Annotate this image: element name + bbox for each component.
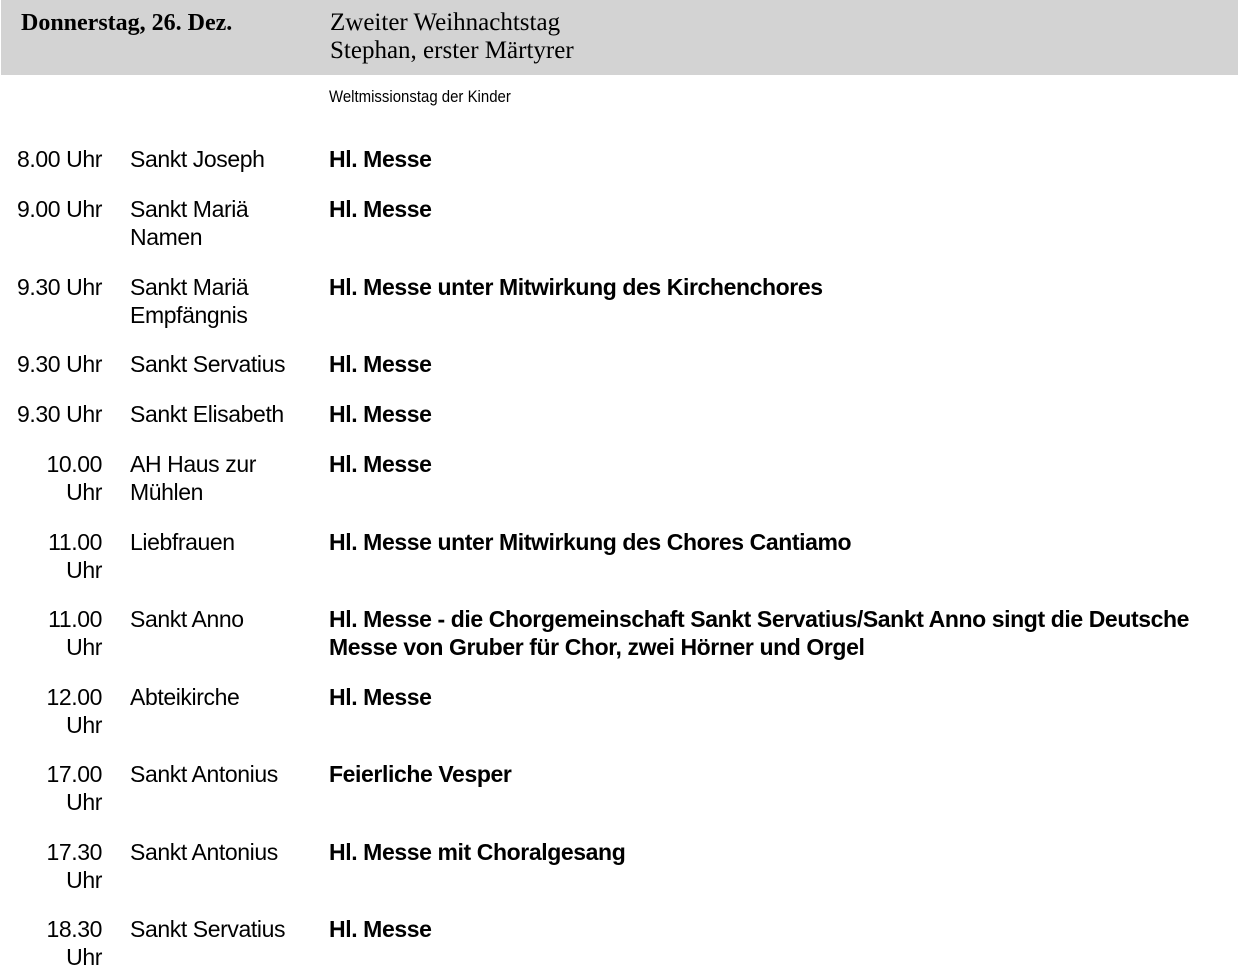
time: 9.00 Uhr	[16, 196, 102, 222]
event: Hl. Messe	[329, 451, 432, 477]
feast-title	[330, 9, 574, 65]
event: Feierliche Vesper	[329, 761, 512, 787]
place: Sankt Antonius	[130, 761, 278, 787]
event: Hl. Messe	[329, 916, 432, 942]
time: 9.30 Uhr	[16, 351, 102, 377]
event: Hl. Messe	[329, 146, 432, 172]
day-note: Weltmissionstag der Kinder	[329, 87, 511, 106]
event: Hl. Messe unter Mitwirkung des Kirchenchores	[329, 274, 823, 300]
place: Abteikirche	[130, 684, 240, 710]
time: 10.00 Uhr	[46, 451, 102, 505]
feast-line-1: Zweiter Weihnachtstag	[330, 9, 561, 36]
event: Hl. Messe mit Choralgesang	[329, 839, 626, 865]
time: 9.30 Uhr	[16, 274, 102, 300]
time: 11.00 Uhr	[48, 606, 102, 660]
place: Sankt Mariä Empfängnis	[130, 274, 249, 328]
time: 8.00 Uhr	[16, 146, 102, 172]
day-title: Donnerstag, 26. Dez.	[21, 10, 233, 36]
event: Hl. Messe unter Mitwirkung des Chores Cantiamo	[329, 529, 852, 555]
time: 17.00 Uhr	[46, 761, 102, 815]
time: 9.30 Uhr	[16, 401, 102, 427]
event: Hl. Messe	[329, 684, 432, 710]
day-header	[1, 0, 1238, 75]
time: 11.00 Uhr	[48, 529, 102, 583]
time: 12.00 Uhr	[46, 684, 102, 738]
place: Sankt Mariä Namen	[130, 196, 249, 250]
event: Hl. Messe	[329, 196, 432, 222]
place: Sankt Servatius	[130, 916, 286, 942]
place: AH Haus zur Mühlen	[130, 451, 256, 505]
place: Sankt Anno	[130, 606, 244, 632]
time: 17.30 Uhr	[46, 839, 102, 893]
event: Hl. Messe	[329, 401, 432, 427]
time: 18.30 Uhr	[46, 916, 102, 970]
event: Hl. Messe - die Chorgemeinschaft Sankt Servatius/Sankt Anno singt die Deutsche Messe von Gruber für Chor, zwei Hörner und Orgel	[329, 606, 1190, 660]
place: Sankt Antonius	[130, 839, 278, 865]
place: Liebfrauen	[130, 529, 235, 555]
place: Sankt Elisabeth	[130, 401, 284, 427]
feast-line-2: Stephan, erster Märtyrer	[330, 37, 574, 64]
place: Sankt Joseph	[130, 146, 265, 172]
place: Sankt Servatius	[130, 351, 286, 377]
event: Hl. Messe	[329, 351, 432, 377]
